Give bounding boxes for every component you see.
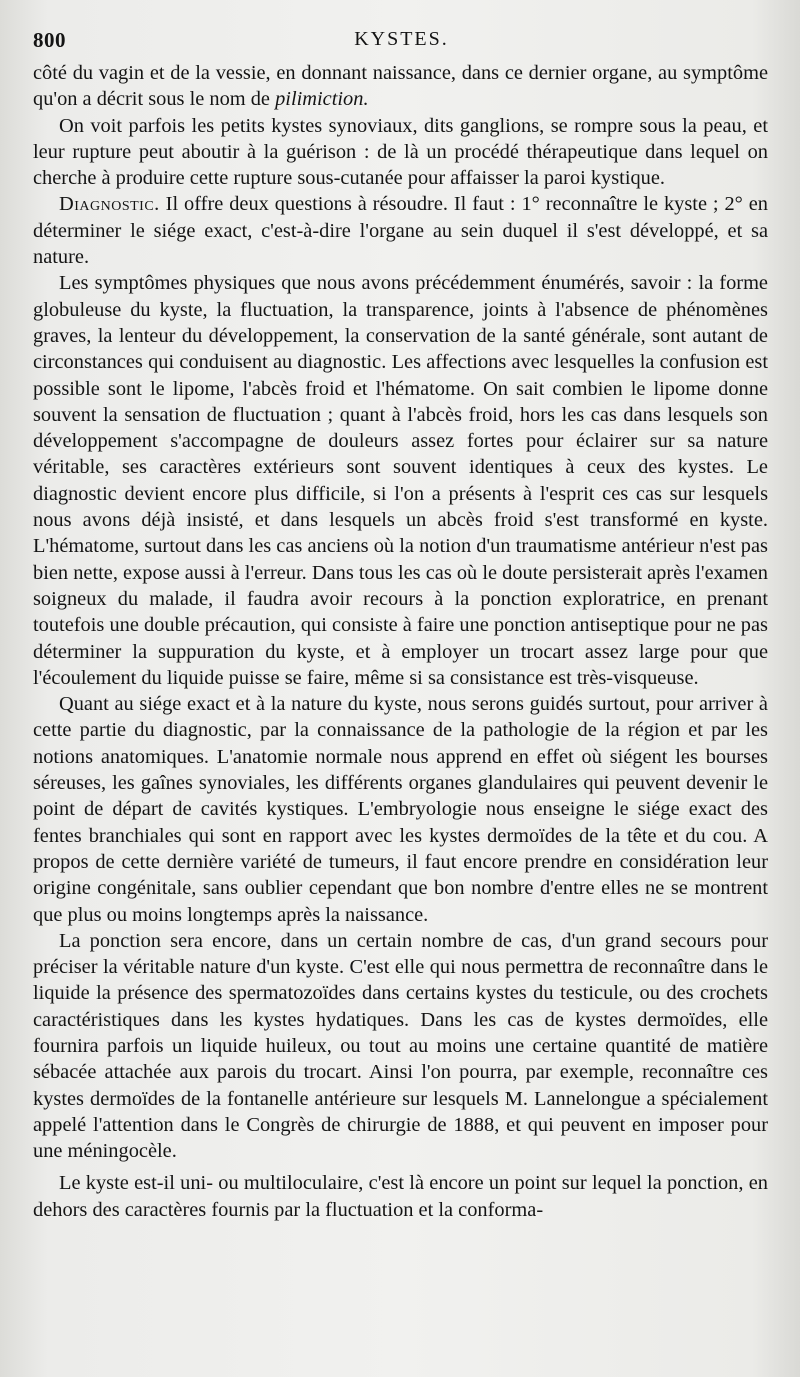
italic-term: pilimiction.	[275, 88, 369, 111]
paragraph-4: Les symptômes physiques que nous avons précédemment énumérés, savoir : la forme globuleuse du kyste, la fluctuation, la transparence, joints à l'absence de phénomènes graves, la lenteur du développement, la conservation de la santé générale, sont autant de circonstances qui conduisent au diagnostic. Les affections avec lesquelles la confusion est possible sont le lipome, l'abcès froid et l'hématome. On sait combien le lipome donne souvent la sensation de fluctuation ; quant à l'abcès froid, hors les cas dans lesquels son développement s'accompagne de douleurs assez fortes pour éclairer sur sa nature véritable, ses caractères extérieurs sont souvent identiques à ceux des kystes. Le diagnostic devient encore plus difficile, si l'on a présents à l'esprit ces cas sur lesquels nous avons déjà insisté, et dans lesquels un abcès froid s'est transformé en kyste. L'hématome, surtout dans les cas anciens où la notion d'un traumatisme antérieur n'est pas bien nette, expose aussi à l'erreur. Dans tous les cas où le doute persisterait après l'examen soigneux du malade, il faudra avoir recours à la ponction exploratrice, en prenant toutefois une double précaution, qui consiste à faire une ponction antiseptique pour ne pas déterminer la suppuration du kyste, et à employer un trocart assez large pour que l'écoulement du liquide puisse se faire, même si sa consistance est très-visqueuse.	[33, 272, 768, 689]
paragraph-6: La ponction sera encore, dans un certain nombre de cas, d'un grand secours pour préciser la véritable nature d'un kyste. C'est elle qui nous permettra de reconnaître dans le liquide la présence des spermatozoïdes dans certains kystes du testicule, ou des crochets caractéristiques dans les kystes hydatiques. Dans les cas de kystes dermoïdes, elle fournira parfois un liquide huileux, ou tout au moins une certaine quantité de matière sébacée attachée aux parois du trocart. Ainsi l'on pourra, par exemple, reconnaître ces kystes dermoïdes de la fontanelle antérieure sur lesquels M. Lannelongue a spécialement appelé l'attention dans le Congrès de chirurgie de 1888, et qui peuvent en imposer pour une méningocèle.	[33, 929, 768, 1163]
paragraph-3-text: Il offre deux questions à résoudre. Il faut : 1° reconnaître le kyste ; 2° en déterminer le siége exact, c'est-à-dire l'organe au sein duquel il s'est développé, et sa nature.	[33, 193, 768, 269]
paragraph-2: On voit parfois les petits kystes synoviaux, dits ganglions, se rompre sous la peau, et leur rupture peut aboutir à la guérison : de là un procédé thérapeutique dans lequel on cherche à produire cette rupture sous-cutanée pour affaisser la paroi kystique.	[33, 114, 768, 190]
paragraph-1-text: côté du vagin et de la vessie, en donnant naissance, dans ce dernier organe, au symptôme qu'on a décrit sous le nom de	[33, 62, 768, 111]
paragraph-7: Le kyste est-il uni- ou multiloculaire, c'est là encore un point sur lequel la ponction, en dehors des caractères fournis par la fluctuation et la conforma-	[33, 1172, 768, 1221]
paragraph-3	[33, 191, 768, 270]
paragraph-5: Quant au siége exact et à la nature du kyste, nous serons guidés surtout, pour arriver à cette partie du diagnostic, par la connaissance de la pathologie de la région et par les notions anatomiques. L'anatomie normale nous apprend en effet où siégent les bourses séreuses, les gaînes synoviales, les différents organes glandulaires qui peuvent devenir le point de départ de cavités kystiques. L'embryologie nous enseigne le siége exact des fentes branchiales qui sont en rapport avec les kystes dermoïdes de la tête et du cou. A propos de cette dernière variété de tumeurs, il faut encore prendre en considération leur origine congénitale, sans oublier cependant que bon nombre d'entre elles ne se montrent que plus ou moins longtemps après la naissance.	[33, 693, 768, 926]
page-header	[33, 28, 770, 58]
running-title: KYSTES.	[354, 28, 449, 50]
page-number: 800	[33, 28, 66, 52]
body-text	[33, 60, 768, 1223]
paragraph-1	[33, 60, 768, 113]
section-heading-diagnostic: Diagnostic.	[59, 193, 160, 216]
